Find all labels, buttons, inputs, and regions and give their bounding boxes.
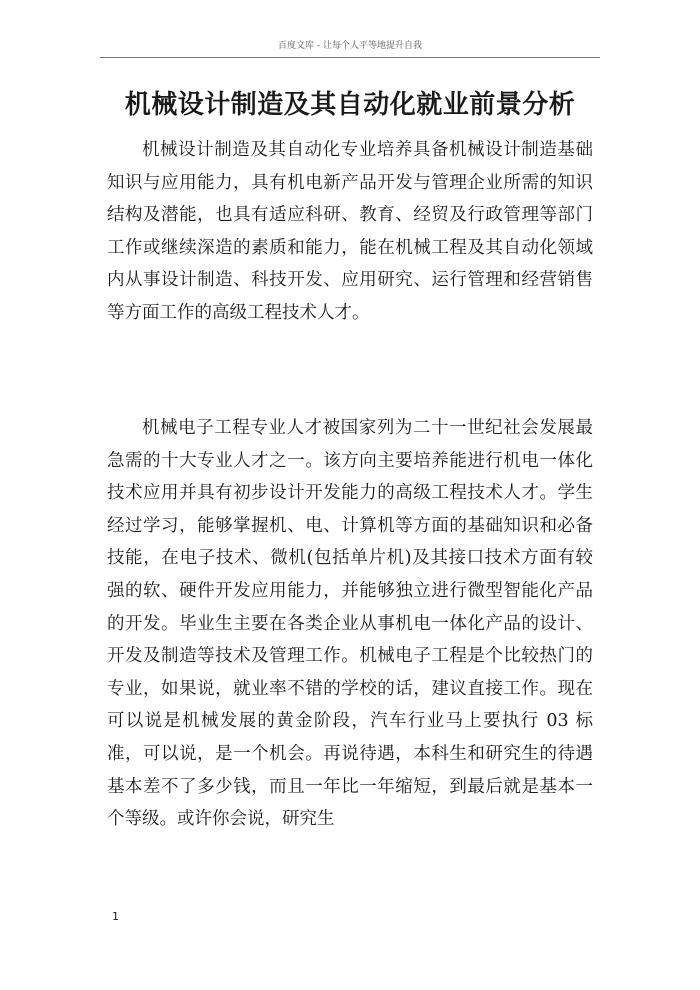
page-number: 1 xyxy=(112,910,119,923)
header-divider xyxy=(100,57,600,58)
page-header: 百度文库 - 让每个人平等地提升自我 xyxy=(278,41,422,51)
paragraph-2: 机械电子工程专业人才被国家列为二十一世纪社会发展最急需的十大专业人才之一。该方向主要培养能进行机电一体化技术应用并具有初步设计开发能力的高级工程技术人才。学生经过学习，能够掌握机、电、计算机等方面的基础知识和必备技能，在电子技术、微机(包括单片机)及其接口技术方面有较强的软、硬件开发应用能力，并能够独立进行微型智能化产品的开发。毕业生主要在各类企业从事机电一体化产品的设计、开发及制造等技术及管理工作。机械电子工程是个比较热门的专业，如果说，就业率不错的学校的话，建议直接工作。现在可以说是机械发展的黄金阶段，汽车行业马上要执行 03 标准，可以说，是一个机会。再说待遇，本科生和研究生的待遇基本差不了多少钱，而且一年比一年缩短，到最后就是基本一个等级。或许你会说，研究生 xyxy=(107,418,593,830)
paragraph-1: 机械设计制造及其自动化专业培养具备机械设计制造基础知识与应用能力，具有机电新产品开发与管理企业所需的知识结构及潜能，也具有适应科研、教育、经贸及行政管理等部门工作或继续深造的素质和能力，能在机械工程及其自动化领域内从事设计制造、科技开发、应用研究、运行管理和经营销售等方面工作的高级工程技术人才。 xyxy=(107,140,593,323)
document-title: 机械设计制造及其自动化就业前景分析 xyxy=(124,90,576,120)
